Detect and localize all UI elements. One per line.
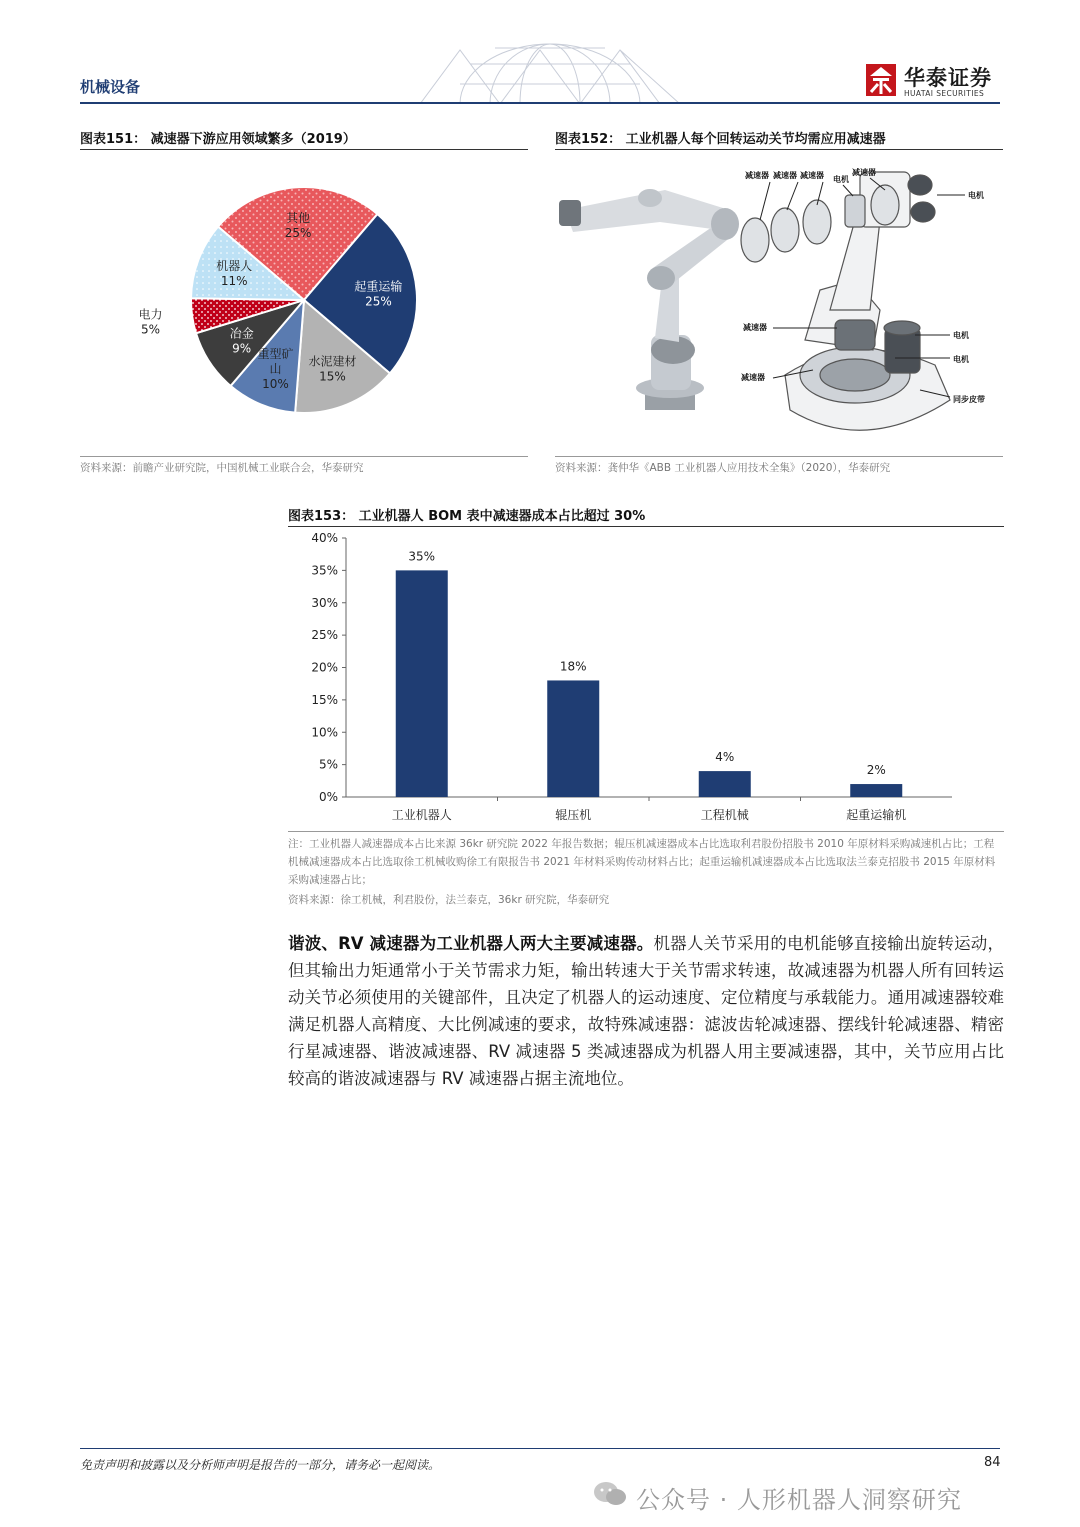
fig152-source: 资料来源：龚仲华《ABB 工业机器人应用技术全集》（2020），华泰研究	[555, 462, 891, 474]
y-tick-label: 30%	[311, 595, 338, 610]
header-divider	[80, 102, 1000, 104]
robot-line-drawing	[741, 172, 950, 430]
y-tick-label: 35%	[311, 563, 338, 578]
bar-3	[850, 784, 902, 797]
pie-label-4: 冶金 9%	[229, 326, 254, 356]
y-tick-label: 10%	[311, 725, 338, 740]
bar-0	[396, 570, 448, 797]
body-text: 机器人关节采用的电机能够直接输出旋转运动，但其输出力矩通常小于关节需求力矩，输出转速大于关节需求转速，故减速器为机器人所有回转运动关节必须使用的关键部件，且决定了机器人的运动速度、定位精度与承载能力。通用减速器较难满足机器人高精度、大比例减速的要求，故特殊减速器：滤波齿轮减速器、摆线针轮减速器、精密行星减速器、谐波减速器、RV 减速器 5 类减速器成为机器人用主要减速器，其中，关节应用占比较高的谐波减速器与 RV 减速器占据主流地位。	[288, 934, 1004, 1088]
fig153-title: 图表153： 工业机器人 BOM 表中减速器成本占比超过 30%	[288, 509, 646, 524]
robot-label-3: 电机	[833, 175, 849, 184]
fig151-source: 资料来源：前瞻产业研究院，中国机械工业联合会，华泰研究	[80, 462, 364, 474]
y-tick-label: 25%	[311, 628, 338, 643]
robot-label-7: 电机	[953, 331, 969, 340]
huatai-logo	[864, 62, 1004, 102]
pie-label-5: 电力 5%	[138, 307, 163, 337]
globe-decoration	[400, 30, 700, 104]
section-title: 机械设备	[80, 78, 141, 96]
pie-label-1: 起重运输 25%	[354, 279, 403, 309]
logo-english: HUATAI SECURITIES	[904, 89, 985, 98]
fig153-note: 注：工业机器人减速器成本占比来源 36kr 研究院 2022 年报告数据；辊压机减速器成本占比选取利君股份招股书 2010 年原材料采购减速机占比；工程机械减速器成本占比选取徐工机械收购徐工有限报告书 2021 年材料采购传动材料占比；起重运输机减速器成本占比选取法兰泰克招股书 2015 年原材料采购减速器占比；	[288, 838, 996, 886]
pie-label-3: 重型矿山 10%	[257, 346, 294, 391]
robot-label-8: 电机	[953, 355, 969, 364]
fig153-note-line	[288, 831, 1004, 832]
robot-label-4: 减速器	[852, 168, 876, 177]
fig151-source-line	[80, 456, 528, 457]
robot-label-0: 减速器	[745, 171, 769, 180]
robot-label-10: 同步皮带	[953, 395, 985, 404]
footer-disclaimer: 免责声明和披露以及分析师声明是报告的一部分，请务必一起阅读。	[80, 1458, 441, 1472]
fig151-title-line	[80, 149, 528, 150]
y-tick-label: 15%	[311, 692, 338, 707]
robot-label-5: 电机	[968, 191, 984, 200]
footer-divider	[80, 1448, 1000, 1449]
fig152-source-line	[555, 456, 1003, 457]
y-tick-label: 0%	[318, 790, 338, 804]
bar-1	[547, 680, 599, 797]
bar-value-label-2: 4%	[715, 750, 735, 765]
pie-label-2: 水泥建材 15%	[308, 354, 357, 384]
fig153-source: 资料来源：徐工机械，利君股份，法兰泰克，36kr 研究院，华泰研究	[288, 894, 610, 906]
page-number: 84	[984, 1455, 1001, 1470]
x-category-label-2: 工程机械	[700, 808, 749, 822]
robot-label-2: 减速器	[800, 171, 824, 180]
body-paragraph	[288, 930, 1004, 1092]
robot-label-6: 减速器	[743, 323, 767, 332]
y-tick-label: 20%	[311, 660, 338, 675]
robot-diagram	[555, 160, 1003, 450]
body-lead: 谐波、RV 减速器为工业机器人两大主要减速器。	[288, 934, 654, 953]
pie-label-0: 其他 25%	[284, 211, 312, 241]
fig153-title-line	[288, 526, 1004, 527]
pie-chart	[80, 160, 528, 450]
wechat-icon	[592, 1480, 628, 1508]
watermark-text: 公众号 · 人形机器人洞察研究	[636, 1486, 962, 1514]
fig152-title-line	[555, 149, 1003, 150]
bar-value-label-1: 18%	[559, 659, 587, 674]
y-tick-label: 5%	[318, 757, 338, 772]
bar-value-label-0: 35%	[408, 549, 436, 564]
logo-chinese: 华泰证券	[904, 66, 992, 90]
huatai-emblem-icon	[864, 62, 898, 98]
pie-label-6: 机器人 11%	[216, 259, 253, 289]
x-category-label-3: 起重运输机	[846, 808, 907, 822]
bar-2	[699, 771, 751, 797]
bar-value-label-3: 2%	[866, 763, 886, 778]
y-tick-label: 40%	[311, 531, 338, 545]
robot-photo	[559, 189, 739, 410]
robot-label-1: 减速器	[773, 171, 797, 180]
bar-chart	[288, 528, 1004, 830]
x-category-label-1: 辊压机	[555, 808, 592, 822]
robot-label-9: 减速器	[741, 373, 765, 382]
fig152-title: 图表152： 工业机器人每个回转运动关节均需应用减速器	[555, 132, 886, 147]
fig151-title: 图表151： 减速器下游应用领域繁多（2019）	[80, 132, 356, 147]
x-category-label-0: 工业机器人	[391, 808, 452, 822]
